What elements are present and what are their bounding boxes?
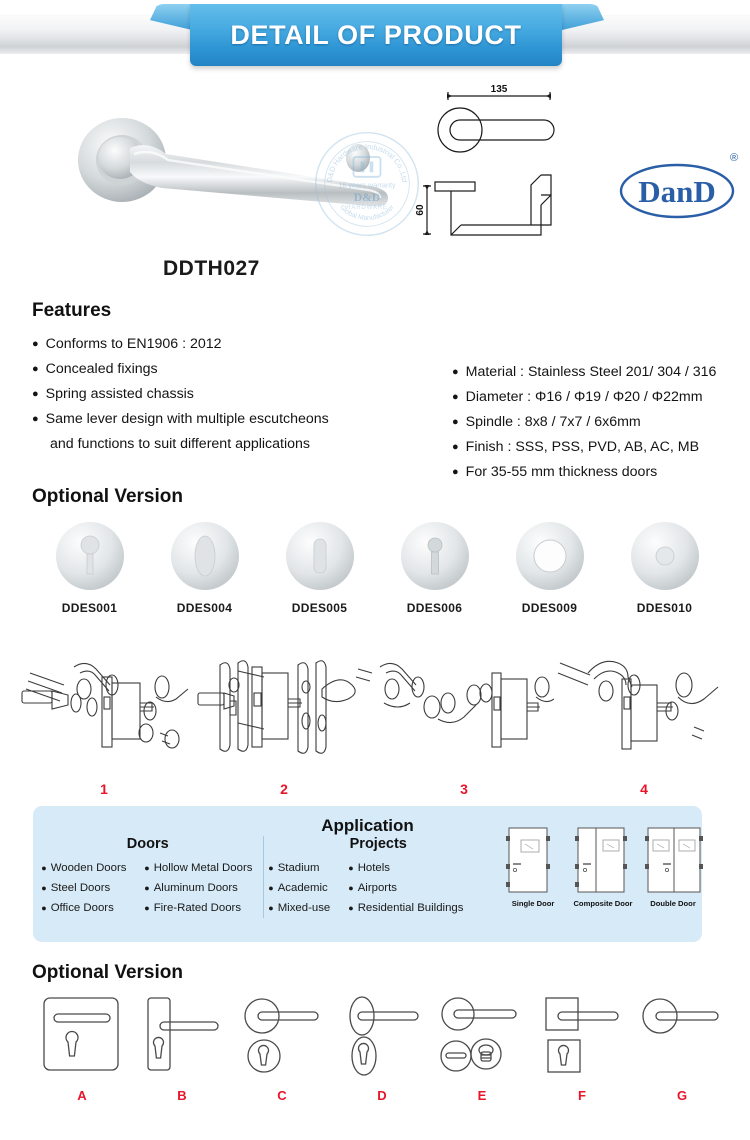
bullet-icon: ● [268,863,274,873]
bullet-icon: ● [452,416,459,428]
handle-option[interactable] [432,994,532,1103]
handle-label: A [77,1088,87,1103]
watermark-bottom-text: Global Manufacturer [338,203,396,223]
company-watermark [313,130,421,238]
square-plate-handle-icon [38,994,126,1080]
watermark-brand: D&D [353,191,381,205]
bullet-icon: ● [452,441,459,453]
composite-door-icon [573,824,629,896]
feature-item [32,382,452,407]
handle-label: C [277,1088,287,1103]
round-rose-thumbturn-handle-icon [438,994,526,1080]
optional-rosettes-title: Optional Version [32,486,183,507]
dand-logo [618,162,736,220]
spec-item [452,460,722,485]
doors-item [144,898,262,918]
spec-item [452,435,722,460]
oval-rosette-icon [169,520,241,592]
handle-label: G [676,1088,688,1103]
projects-item [268,858,340,878]
projects-item [348,898,488,918]
assembly-number: 1 [100,781,108,797]
application-projects-group [263,836,494,918]
optional-handles-title: Optional Version [32,962,183,983]
large-round-rosette-icon [514,520,586,592]
door-type [573,824,633,908]
feature-text: Spring assisted chassis [45,386,194,402]
dimension-length: 135 [490,84,508,95]
assembly-diagram [14,645,194,797]
doors-heading: Doors [126,836,169,852]
bullet-icon: ● [41,883,47,893]
square-rose-handle-icon [538,994,626,1080]
rosette-option[interactable] [492,520,607,615]
feature-item-continuation [32,432,452,457]
small-round-rosette-icon [629,520,701,592]
oval-rose-keyhole-handle-icon [338,994,426,1080]
page-title: DETAIL OF PRODUCT [230,19,522,50]
slot-rosette-icon [284,520,356,592]
projects-item-label: Airports [357,882,397,894]
rosette-option[interactable] [147,520,262,615]
double-door-icon [643,824,705,896]
feature-item [32,357,452,382]
rosette-option[interactable] [377,520,492,615]
watermark-warranty: 16 years warranty [338,180,396,190]
features-left-column [32,332,452,485]
handle-option[interactable] [332,994,432,1103]
projects-item-label: Residential Buildings [357,902,464,914]
feature-text: Concealed fixings [45,361,158,377]
handle-option[interactable] [632,994,732,1103]
assembly-diagram [554,645,734,797]
bullet-icon: ● [32,388,39,400]
mortise-lock-exploded-icon [14,645,194,765]
rosette-label: DDES010 [636,601,693,615]
registered-trademark-icon: ® [730,152,739,164]
rose-lock-exploded-icon [374,645,554,765]
round-rose-plain-handle-icon [638,994,726,1080]
assembly-diagram [374,645,554,797]
spec-item [452,410,722,435]
doors-item [41,858,136,878]
bullet-icon: ● [452,366,459,378]
door-type [503,824,563,908]
backplate-lock-exploded-icon [194,645,374,765]
projects-item [348,858,488,878]
bullet-icon: ● [268,883,274,893]
long-plate-handle-icon [138,994,226,1080]
door-type [643,824,703,908]
doors-item-label: Steel Doors [50,882,111,894]
rosette-option[interactable] [32,520,147,615]
feature-item [32,332,452,357]
handle-option[interactable] [232,994,332,1103]
round-rose-keyhole-handle-icon [238,994,326,1080]
bullet-icon: ● [268,903,274,913]
assembly-diagrams-row [14,645,736,797]
application-doors-group [33,836,263,918]
doors-item [41,878,136,898]
tubular-lock-exploded-icon [554,645,734,765]
bullet-icon: ● [348,903,354,913]
door-type-label: Single Door [511,899,555,908]
handle-label: B [177,1088,187,1103]
single-door-icon [503,824,553,896]
doors-item-label: Hollow Metal Doors [153,862,253,874]
door-type-label: Composite Door [573,899,633,908]
assembly-number: 4 [640,781,648,797]
application-panel [33,806,702,942]
spec-text: Diameter : Φ16 / Φ19 / Φ20 / Φ22mm [465,389,703,405]
projects-item-label: Hotels [357,862,390,874]
assembly-number: 3 [460,781,468,797]
doors-item-label: Office Doors [50,902,114,914]
projects-item [268,878,340,898]
optional-rosettes-section [32,486,722,615]
rosette-option[interactable] [607,520,722,615]
doors-item-label: Fire-Rated Doors [153,902,242,914]
handle-option[interactable] [32,994,132,1103]
projects-item-label: Academic [277,882,328,894]
technical-drawing [415,82,635,282]
doors-item [41,898,136,918]
handle-label: E [477,1088,487,1103]
doors-item [144,878,262,898]
projects-heading: Projects [349,836,407,852]
assembly-diagram [194,645,374,797]
bullet-icon: ● [144,883,150,893]
bullet-icon: ● [41,903,47,913]
bullet-icon: ● [32,413,39,425]
projects-item [348,878,488,898]
watermark-top-text: D&D Hardware Industrial Co.,Ltd [324,141,410,183]
feature-text: Conforms to EN1906 : 2012 [45,336,222,352]
handle-label: F [578,1088,586,1103]
handle-label: D [377,1088,387,1103]
feature-text: Same lever design with multiple escutcheons [45,411,329,427]
doors-item [144,858,262,878]
product-showcase [0,72,750,290]
rosette-label: DDES001 [61,601,118,615]
spec-item [452,360,722,385]
spec-item [452,385,722,410]
door-type-label: Double Door [650,899,696,908]
door-type-illustrations [503,824,703,908]
keyhole-rosette-icon [399,520,471,592]
doors-item-label: Aluminum Doors [153,882,238,894]
bullet-icon: ● [32,363,39,375]
euro-profile-rosette-icon [54,520,126,592]
spec-text: Material : Stainless Steel 201/ 304 / 316 [465,364,717,380]
optional-handles-section [32,962,732,1103]
features-title: Features [32,300,112,321]
doors-item-label: Wooden Doors [50,862,127,874]
page-header [0,0,750,72]
feature-text: and functions to suit different applications [50,436,311,452]
application-title: Application [321,816,414,835]
bullet-icon: ● [32,338,39,350]
dimension-height: 60 [415,204,426,216]
spec-text: Spindle : 8x8 / 7x7 / 6x6mm [465,414,641,430]
spec-text: Finish : SSS, PSS, PVD, AB, AC, MB [465,439,700,455]
rosette-label: DDES009 [521,601,578,615]
bullet-icon: ● [144,903,150,913]
projects-item [268,898,340,918]
features-section [32,300,722,485]
bullet-icon: ● [144,863,150,873]
features-right-column [452,332,722,485]
handle-option[interactable] [532,994,632,1103]
header-ribbon [190,4,562,66]
bullet-icon: ● [452,466,459,478]
projects-item-label: Stadium [277,862,320,874]
rosette-label: DDES006 [406,601,463,615]
watermark-brand-sub: HARDWARE [346,205,388,212]
rosette-label: DDES004 [176,601,233,615]
rosette-option[interactable] [262,520,377,615]
bullet-icon: ● [348,863,354,873]
handle-option[interactable] [132,994,232,1103]
feature-item [32,407,452,432]
bullet-icon: ● [348,883,354,893]
bullet-icon: ● [452,391,459,403]
bullet-icon: ● [41,863,47,873]
projects-item-label: Mixed-use [277,902,331,914]
rosette-label: DDES005 [291,601,348,615]
product-model-label: DDTH027 [163,257,260,280]
logo-text: DanD [638,174,716,209]
spec-text: For 35-55 mm thickness doors [465,464,658,480]
assembly-number: 2 [280,781,288,797]
